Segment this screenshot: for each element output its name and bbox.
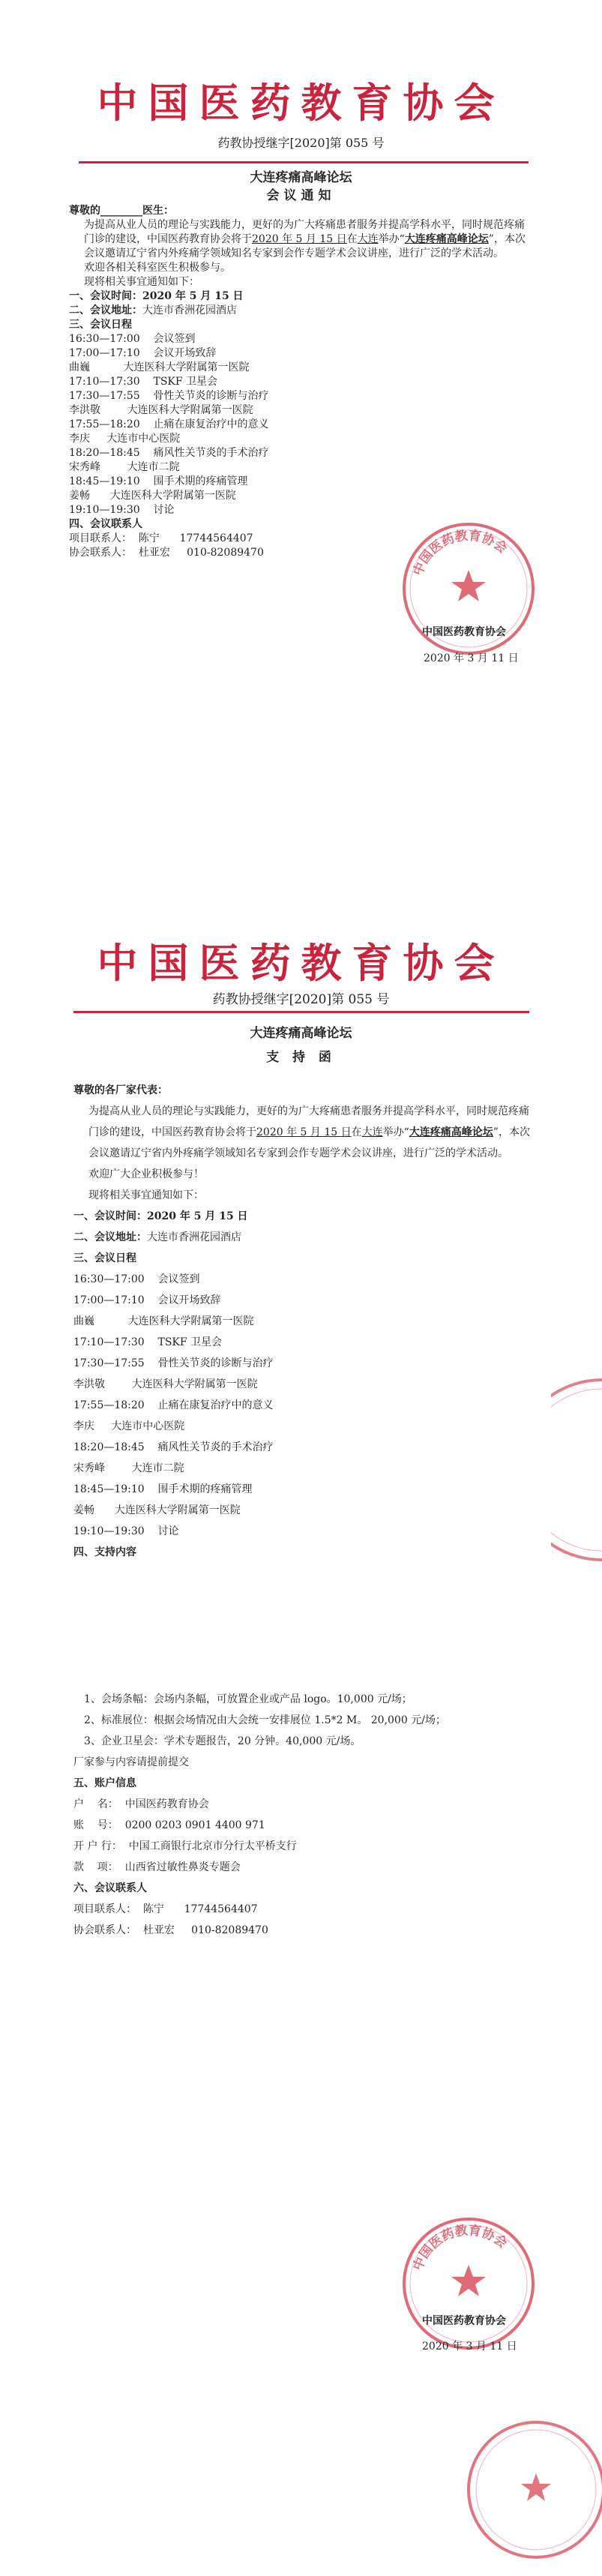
contacts-heading: 四、会议联系人 (69, 518, 142, 530)
seal-org-name: 中国医药教育协会 (422, 2315, 506, 2327)
official-seal (397, 2212, 540, 2355)
intro-text-1: 为提高从业人员的理论与实践能力，更好的为广大疼痛患者服务并提高学科水平，同时规范疼痛门诊的建设，中国医药教育协会将于 (84, 219, 525, 245)
partial-seal-bottom (454, 2407, 602, 2576)
schedule-list (69, 332, 534, 517)
svg-text:中国医药教育协会: 中国医药教育协会 (410, 2223, 510, 2273)
address-value: 大连市香洲花园酒店 (142, 304, 237, 316)
salutation-suffix: 医生： (142, 205, 174, 217)
org-header: 中国医药教育协会 (97, 940, 505, 987)
contact-line: 协会联系人： 杜亚宏 010-82089470 (69, 547, 264, 559)
schedule-item: 宋秀峰 大连市二院 (69, 461, 180, 473)
schedule-item: 17:30—17:55 骨性关节炎的诊断与治疗 (69, 390, 269, 402)
account-line: 账 号： 0200 0203 0901 4400 971 (73, 1819, 265, 1831)
support-subtitle: 支 持 函 (266, 1050, 336, 1065)
intro-text-1: 为提高从业人员的理论与实践能力，更好的为广大疼痛患者服务并提高学科水平，同时规范疼痛门诊的建设，中国医药教育协会将于 (88, 1105, 529, 1138)
salutation-prefix: 尊敬的 (69, 205, 100, 217)
account-line: 开 户 行： 中国工商银行北京市分行太平桥支行 (73, 1840, 297, 1852)
support-item: 1、会场条幅：会场内条幅，可放置企业或产品 logo。10,000 元/场； (84, 1693, 412, 1705)
intro-date: 2020 年 5 月 15 日 (256, 1126, 352, 1138)
intro-event: 大连疼痛高峰论坛 (404, 233, 489, 245)
contacts-heading: 六、会议联系人 (73, 1882, 147, 1894)
schedule-item: 18:20—18:45 痛风性关节炎的手术治疗 (69, 447, 269, 459)
schedule-item: 18:45—19:10 围手术期的疼痛管理 (73, 1483, 253, 1495)
doc-number: 药教协授继字[2020]第 055 号 (217, 136, 385, 150)
contact-line: 协会联系人： 杜亚宏 010-82089470 (73, 1924, 268, 1936)
address-value: 大连市香洲花园酒店 (147, 1231, 241, 1243)
intro-paragraph (73, 1101, 531, 1164)
partial-seal-edge (551, 1372, 602, 1567)
account-heading: 五、账户信息 (73, 1777, 136, 1789)
support-item: 3、企业卫星会：学术专题报告，20 分钟。40,000 元/场。 (84, 1735, 361, 1747)
schedule-item: 17:10—17:30 TSKF 卫星会 (73, 1336, 223, 1348)
schedule-item: 姜畅 大连医科大学附属第一医院 (69, 490, 236, 502)
account-line: 户 名： 中国医药教育协会 (73, 1798, 209, 1810)
meeting-time: 一、会议时间：2020 年 5 月 15 日 (69, 290, 244, 302)
meeting-address (69, 304, 534, 318)
welcome-line: 欢迎广大企业积极参与！ (88, 1168, 204, 1180)
support-page (0, 862, 602, 2576)
schedule-item: 19:10—19:30 讨论 (73, 1525, 179, 1537)
support-title: 大连疼痛高峰论坛 (250, 1026, 352, 1041)
intro-city: 大连 (361, 1126, 383, 1138)
schedule-item: 17:10—17:30 TSKF 卫星会 (69, 376, 218, 388)
intro-text-4: ”，本次会议邀请辽宁省内外疼痛学领域知名专家到会作专题学术会议讲座，进行广泛的学术活动。 (88, 1126, 530, 1159)
seal-date: 2020 年 3 月 11 日 (422, 2341, 517, 2353)
schedule-item: 李洪敬 大连医科大学附属第一医院 (73, 1378, 258, 1390)
welcome-line: 欢迎各相关科室医生积极参与。 (84, 262, 231, 274)
intro-text-3: 举办“ (378, 233, 405, 245)
salutation (69, 204, 534, 218)
notice-line: 现将相关事宜通知如下： (84, 276, 199, 288)
intro-city: 大连 (357, 233, 379, 245)
intro-text-2: 在 (346, 233, 358, 245)
schedule-item: 18:45—19:10 围手术期的疼痛管理 (69, 475, 248, 487)
doc-number: 药教协授继字[2020]第 055 号 (212, 992, 390, 1007)
meeting-time: 一、会议时间：2020 年 5 月 15 日 (73, 1210, 248, 1222)
intro-text-2: 在 (351, 1126, 362, 1138)
intro-paragraph (69, 218, 534, 261)
notice-page (0, 0, 602, 817)
header-divider (73, 1011, 529, 1013)
schedule-heading: 三、会议日程 (69, 319, 132, 331)
header-divider (79, 161, 529, 163)
intro-text-3: 举办“ (382, 1126, 409, 1138)
notice-line: 现将相关事宜通知如下： (88, 1189, 204, 1201)
notice-body (69, 204, 534, 560)
schedule-item: 19:10—19:30 讨论 (69, 504, 175, 516)
schedule-item: 17:55—18:20 止痛在康复治疗中的意义 (73, 1399, 274, 1411)
svg-text:中国医药教育协会: 中国医药教育协会 (410, 528, 510, 578)
intro-text-4: ”，本次会议邀请辽宁省内外疼痛学领域知名专家到会作专题学术会议讲座，进行广泛的学术活动。 (84, 233, 526, 259)
schedule-item: 17:30—17:55 骨性关节炎的诊断与治疗 (73, 1357, 274, 1369)
seal-date: 2020 年 3 月 11 日 (424, 652, 519, 664)
schedule-item: 17:55—18:20 止痛在康复治疗中的意义 (69, 418, 269, 430)
schedule-item: 16:30—17:00 会议签到 (73, 1273, 200, 1285)
schedule-item: 18:20—18:45 痛风性关节炎的手术治疗 (73, 1441, 274, 1453)
meeting-address (73, 1227, 531, 1248)
schedule-heading: 三、会议日程 (73, 1252, 136, 1264)
address-label: 二、会议地址： (73, 1231, 147, 1243)
notice-title: 大连疼痛高峰论坛 (250, 170, 352, 185)
vendor-note: 厂家参与内容请提前提交 (73, 1756, 189, 1768)
schedule-item: 曲巍 大连医科大学附属第一医院 (69, 361, 250, 373)
account-line: 款 项： 山西省过敏性鼻炎专题会 (73, 1861, 241, 1873)
address-label: 二、会议地址： (69, 304, 142, 316)
schedule-list (73, 1269, 531, 1542)
intro-date: 2020 年 5 月 15 日 (252, 233, 347, 245)
schedule-item: 李庆 大连市中心医院 (73, 1420, 185, 1432)
schedule-item: 17:00—17:10 会议开场致辞 (73, 1294, 221, 1306)
schedule-item: 16:30—17:00 会议签到 (69, 333, 196, 345)
schedule-item: 李庆 大连市中心医院 (69, 433, 181, 445)
schedule-item: 姜畅 大连医科大学附属第一医院 (73, 1504, 241, 1516)
schedule-item: 17:00—17:10 会议开场致辞 (69, 347, 217, 359)
seal-org-name: 中国医药教育协会 (422, 626, 506, 638)
contact-line: 项目联系人： 陈宁 17744564407 (69, 532, 253, 544)
contact-line: 项目联系人： 陈宁 17744564407 (73, 1903, 258, 1915)
support-item: 2、标准展位：根据会场情况由大会统一安排展位 1.5*2 M。 20,000 元/场； (84, 1714, 446, 1726)
salutation: 尊敬的各厂家代表： (73, 1084, 168, 1096)
org-header: 中国医药教育协会 (97, 79, 505, 127)
support-heading: 四、支持内容 (73, 1546, 136, 1558)
schedule-item: 李洪敬 大连医科大学附属第一医院 (69, 404, 253, 416)
schedule-item: 宋秀峰 大连市二院 (73, 1462, 184, 1474)
salutation-blank: ________ (100, 205, 142, 217)
notice-subtitle: 会议通知 (266, 188, 336, 203)
support-items (73, 1689, 531, 1752)
intro-event: 大连疼痛高峰论坛 (409, 1126, 493, 1138)
schedule-item: 曲巍 大连医科大学附属第一医院 (73, 1315, 254, 1327)
support-body (73, 1080, 531, 1941)
